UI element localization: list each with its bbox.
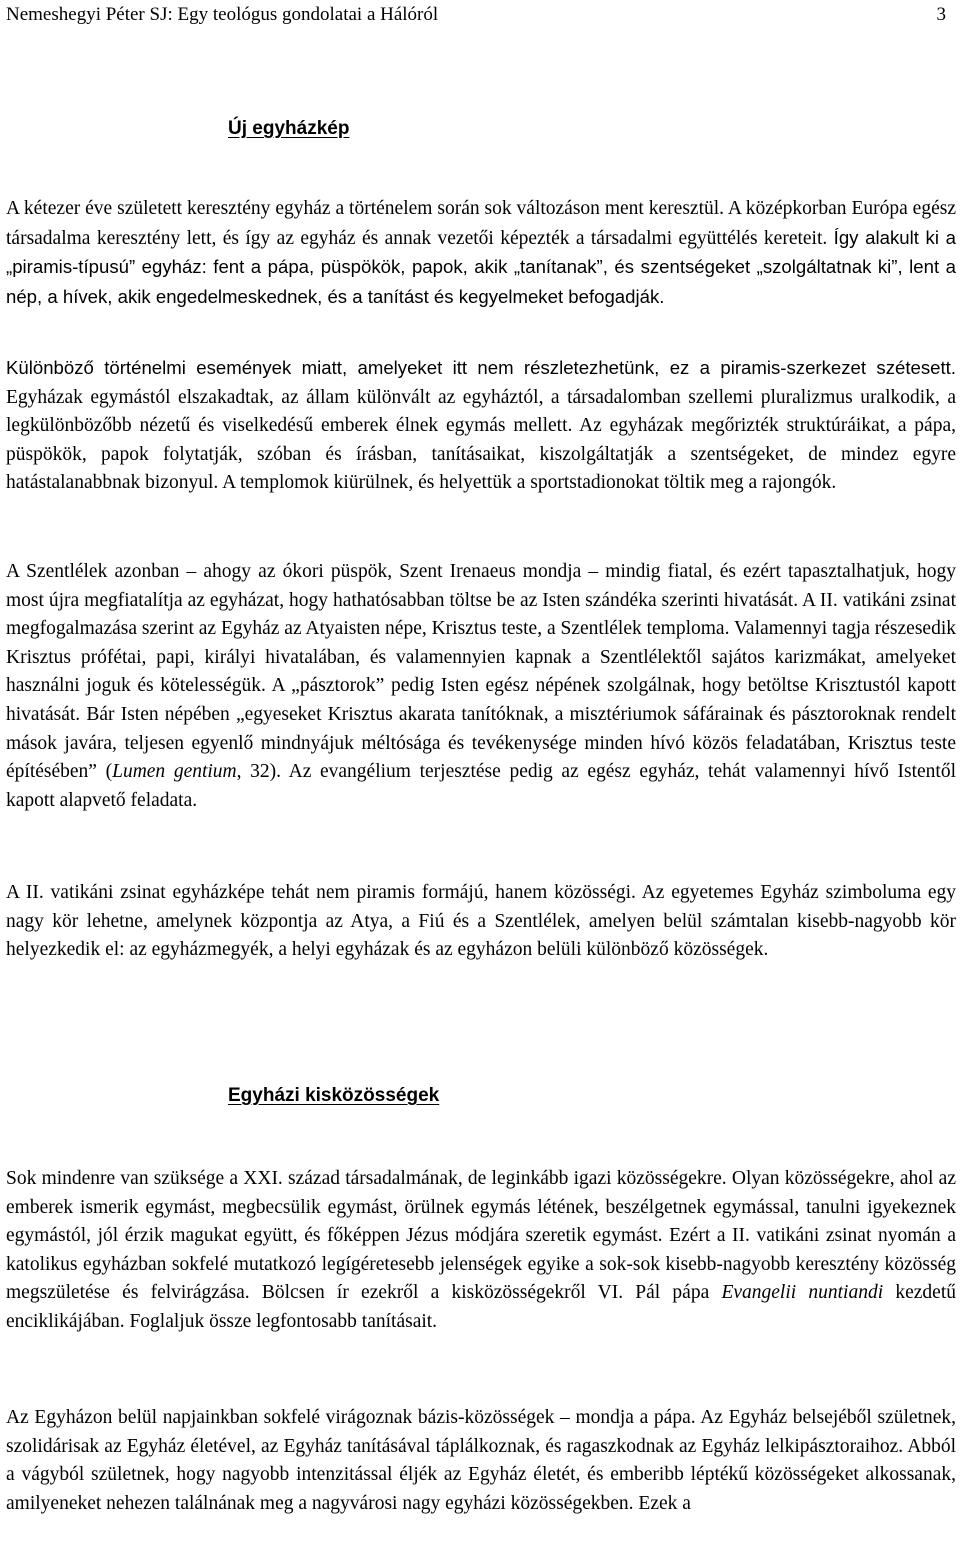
paragraph-4: A II. vatikáni zsinat egyházképe tehát nem piramis formájú, hanem közösségi. Az egyetemes Egyház szimboluma egy nagy kör lehetne, amelynek központja az Atya, a Fiú és a Szentlélek, amelyen belül számtalan kisebb-nagyobb kör helyezkedik el: az egyházmegyék, a helyi egyházak és az egyházon belüli különböző közösségek. xyxy=(6,882,956,961)
paragraph-2-part-b: Egyházak egymástól elszakadtak, az állam különvált az egyháztól, a társadalomban szellemi pluralizmus uralkodik, a legkülönbözőbb nézetű és viselkedésű emberek élnek egymás mellett. xyxy=(6,386,956,437)
page-number: 3 xyxy=(936,4,946,25)
section-heading-uj-egyhazkep: Új egyházkép xyxy=(228,118,350,139)
citation-evangelii-nuntiandi: Evangelii nuntiandi xyxy=(721,1282,884,1304)
document-title: Nemeshegyi Péter SJ: Egy teológus gondolatai a Hálóról xyxy=(6,4,439,25)
paragraph-5-part-b: kezdetű enciklikájában. Foglaljuk össze legfontosabb tanításait. xyxy=(6,1282,956,1332)
paragraph-5 xyxy=(6,1165,956,1337)
paragraph-3-part-b: , 32). Az evangélium terjesztése pedig az egész egyház, tehát valamennyi hívő Istentől kapott alapvető feladata. xyxy=(6,761,957,811)
section-heading-kiskozossegek xyxy=(228,1085,439,1107)
paragraph-3-part-a: A Szentlélek azonban – ahogy az ókori püspök, Szent Irenaeus mondja – mindig fiatal, és ezért tapasztalhatjuk, hogy most újra megfiatalítja az egyházat, hogy hathatósabban töltse be az Isten szándéka szerinti hivatását. A II. vatikáni zsinat megfogalmazása szerint az Egyház az Atyaisten népe, Krisztus teste, a Szentlélek temploma. Valamennyi tagja részesedik Krisztus prófétai, papi, királyi hivatalában, és valamennyien kapnak a Szentlélektől sajátos karizmákat, amelyeket használni joguk és kötelességük. A „pásztorok” pedig Isten egész népének szolgálnak, hogy betöltse Krisztustól kapott hivatását. Bár Isten népében „egyeseket Krisztus akarata tanítóknak, a misztériumok sáfárainak és pásztoroknak rendelt mások javára, teljesen egyenlő mindnyájuk méltósága és tevékenysége minden hívó közös feladatában, Krisztus teste építésében” ( xyxy=(6,561,956,783)
paragraph-2-part-d: A templomok kiürülnek, és helyettük a sportstadionokat töltik meg a rajongók. xyxy=(222,472,837,494)
page-header xyxy=(6,4,946,28)
paragraph-1 xyxy=(6,195,956,312)
section-heading-kiskozossegek-text: Egyházi kisközösségek xyxy=(228,1085,440,1106)
paragraph-2-part-a: Különböző történelmi események miatt, amelyeket itt nem részletezhetünk, ez a piramis-szerkezet szétesett. xyxy=(6,357,956,378)
paragraph-3 xyxy=(6,558,956,815)
paragraph-6: Az Egyházon belül napjainkban sokfelé virágoznak bázis-közösségek – mondja a pápa. Az Egyház belsejéből születnek, szolidárisak az Egyház életével, az Egyház tanításával táplálkoznak, és ragaszkodnak az Egyház lelkipásztoraihoz. Abból a vágyból születnek, hogy nagyobb intenzitással éljék az Egyház életét, és emberibb léptékű közösségeket alkossanak, amilyeneket nehezen találnának meg a nagyvárosi nagy egyházi közösségekben. Ezek a xyxy=(6,1407,956,1514)
paragraph-5-part-a: Sok mindenre van szüksége a XXI. század társadalmának, de leginkább igazi közösségekre. Olyan közösségekre, ahol az emberek ismerik egymást, megbecsülik egymást, örülnek egymás létének, beszélgetnek egymással, tanulni igyekeznek egymástól, jól érzik magukat együtt, és főképpen Jézus módjára szeretik egymást. Ezért a II. vatikáni zsinat nyomán a katolikus egyházban sokfelé mutatkozó legígéretesebb jelenségek egyike a sok-sok kisebb-nagyobb keresztény közösség megszületése és felvirágzása. Bölcsen ír ezekről a kisközösségekről VI. Pál pápa xyxy=(6,1168,956,1304)
citation-lumen-gentium: Lumen gentium xyxy=(112,761,237,783)
paragraph-1-part-a: A kétezer éve született keresztény egyház a történelem során sok változáson ment keresztül. A középkorban Európa egész társadalma keresztény lett, és így az egyház és annak vezetői képezték a társadalmi együttélés kereteit. xyxy=(6,198,956,249)
paragraph-2 xyxy=(6,354,956,498)
paragraph-2-part-c: Az egyházak megőrizték struktúráikat, a pápa, püspökök, papok folytatják, szóban és írásban, tanításaikat, kiszolgáltatják a szentségeket, de mindez egyre hatástalanabbnak bizonyul. xyxy=(6,415,956,494)
paragraph-1-part-b: Így alakult ki a „piramis-típusú” egyház: fent a pápa, püspökök, papok, akik „tanítanak”, és szentségeket „szolgáltatnak ki”, lent a nép, a hívek, akik engedelmeskednek, és a tanítást és kegyelmeket befogadják. xyxy=(6,226,956,307)
